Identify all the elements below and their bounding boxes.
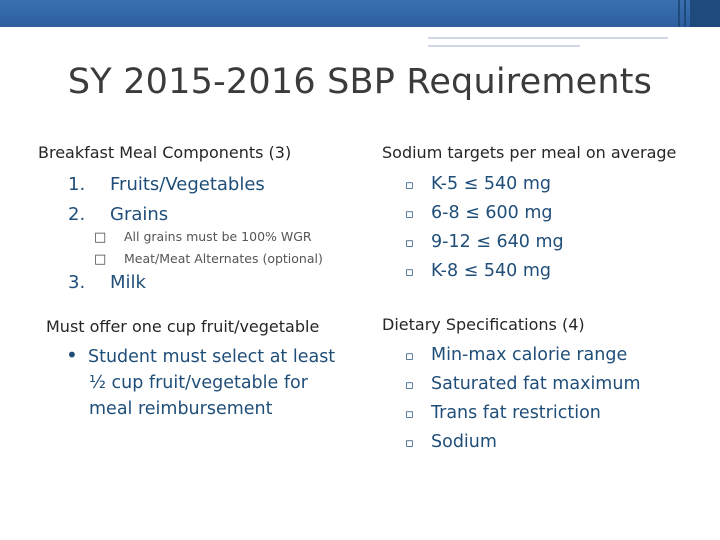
- list-item: [405, 428, 641, 457]
- dietary-list: [405, 341, 641, 457]
- square-bullet-icon: ▫: [405, 407, 414, 422]
- sodium-item: K-5 ≤ 540 mg: [431, 174, 551, 194]
- decorative-rule: [428, 45, 580, 47]
- dietary-item: Sodium: [431, 432, 497, 452]
- slide-title: SY 2015-2016 SBP Requirements: [67, 62, 653, 102]
- square-bullet-icon: ▫: [405, 349, 414, 364]
- item-number: 2.: [68, 204, 86, 225]
- square-bullet-icon: ▫: [405, 236, 414, 251]
- bullet-line: [66, 342, 335, 370]
- note-text: All grains must be 100% WGR: [124, 229, 312, 244]
- accent-tick: [684, 0, 686, 27]
- item-label: Fruits/Vegetables: [110, 174, 265, 195]
- checkbox-icon: □: [94, 252, 107, 267]
- list-item: [94, 248, 323, 270]
- bullet-text: ½ cup fruit/vegetable for: [89, 373, 308, 393]
- square-bullet-icon: ▫: [405, 265, 414, 280]
- note-text: Meat/Meat Alternates (optional): [124, 251, 323, 266]
- components-header: Breakfast Meal Components (3): [38, 143, 292, 162]
- sodium-item: K-8 ≤ 540 mg: [431, 261, 551, 281]
- sodium-list: [405, 170, 564, 286]
- offer-bullet: [66, 342, 335, 422]
- sodium-header: Sodium targets per meal on average: [382, 143, 677, 162]
- bullet-icon: •: [66, 343, 78, 367]
- sodium-item: 6-8 ≤ 600 mg: [431, 203, 553, 223]
- bullet-text: meal reimbursement: [89, 399, 273, 419]
- accent-tick: [678, 0, 680, 27]
- list-item: [405, 257, 564, 286]
- list-item: [405, 370, 641, 399]
- square-bullet-icon: ▫: [405, 378, 414, 393]
- list-item: [405, 199, 564, 228]
- offer-header: Must offer one cup fruit/vegetable: [46, 317, 320, 336]
- dietary-item: Min-max calorie range: [431, 345, 628, 365]
- list-item: [405, 341, 641, 370]
- item-number: 1.: [68, 174, 86, 195]
- item-number: 3.: [68, 272, 86, 293]
- list-item: [405, 228, 564, 257]
- list-item: [405, 399, 641, 428]
- list-item: [68, 268, 146, 298]
- square-bullet-icon: ▫: [405, 436, 414, 451]
- dietary-item: Trans fat restriction: [431, 403, 601, 423]
- decorative-rule: [428, 37, 668, 39]
- list-item: [68, 170, 265, 200]
- dietary-header: Dietary Specifications (4): [382, 315, 585, 334]
- checkbox-icon: □: [94, 230, 107, 245]
- top-accent-bar: [0, 0, 720, 27]
- square-bullet-icon: ▫: [405, 207, 414, 222]
- sodium-item: 9-12 ≤ 640 mg: [431, 232, 564, 252]
- grain-notes-list: [94, 226, 323, 270]
- accent-dark-tab: [690, 0, 720, 27]
- bullet-text: Student must select at least: [88, 347, 336, 367]
- component-3: [68, 268, 146, 298]
- item-label: Milk: [110, 272, 146, 293]
- item-label: Grains: [110, 204, 169, 225]
- square-bullet-icon: ▫: [405, 178, 414, 193]
- components-list: [68, 170, 265, 230]
- list-item: [405, 170, 564, 199]
- dietary-item: Saturated fat maximum: [431, 374, 641, 394]
- list-item: [94, 226, 323, 248]
